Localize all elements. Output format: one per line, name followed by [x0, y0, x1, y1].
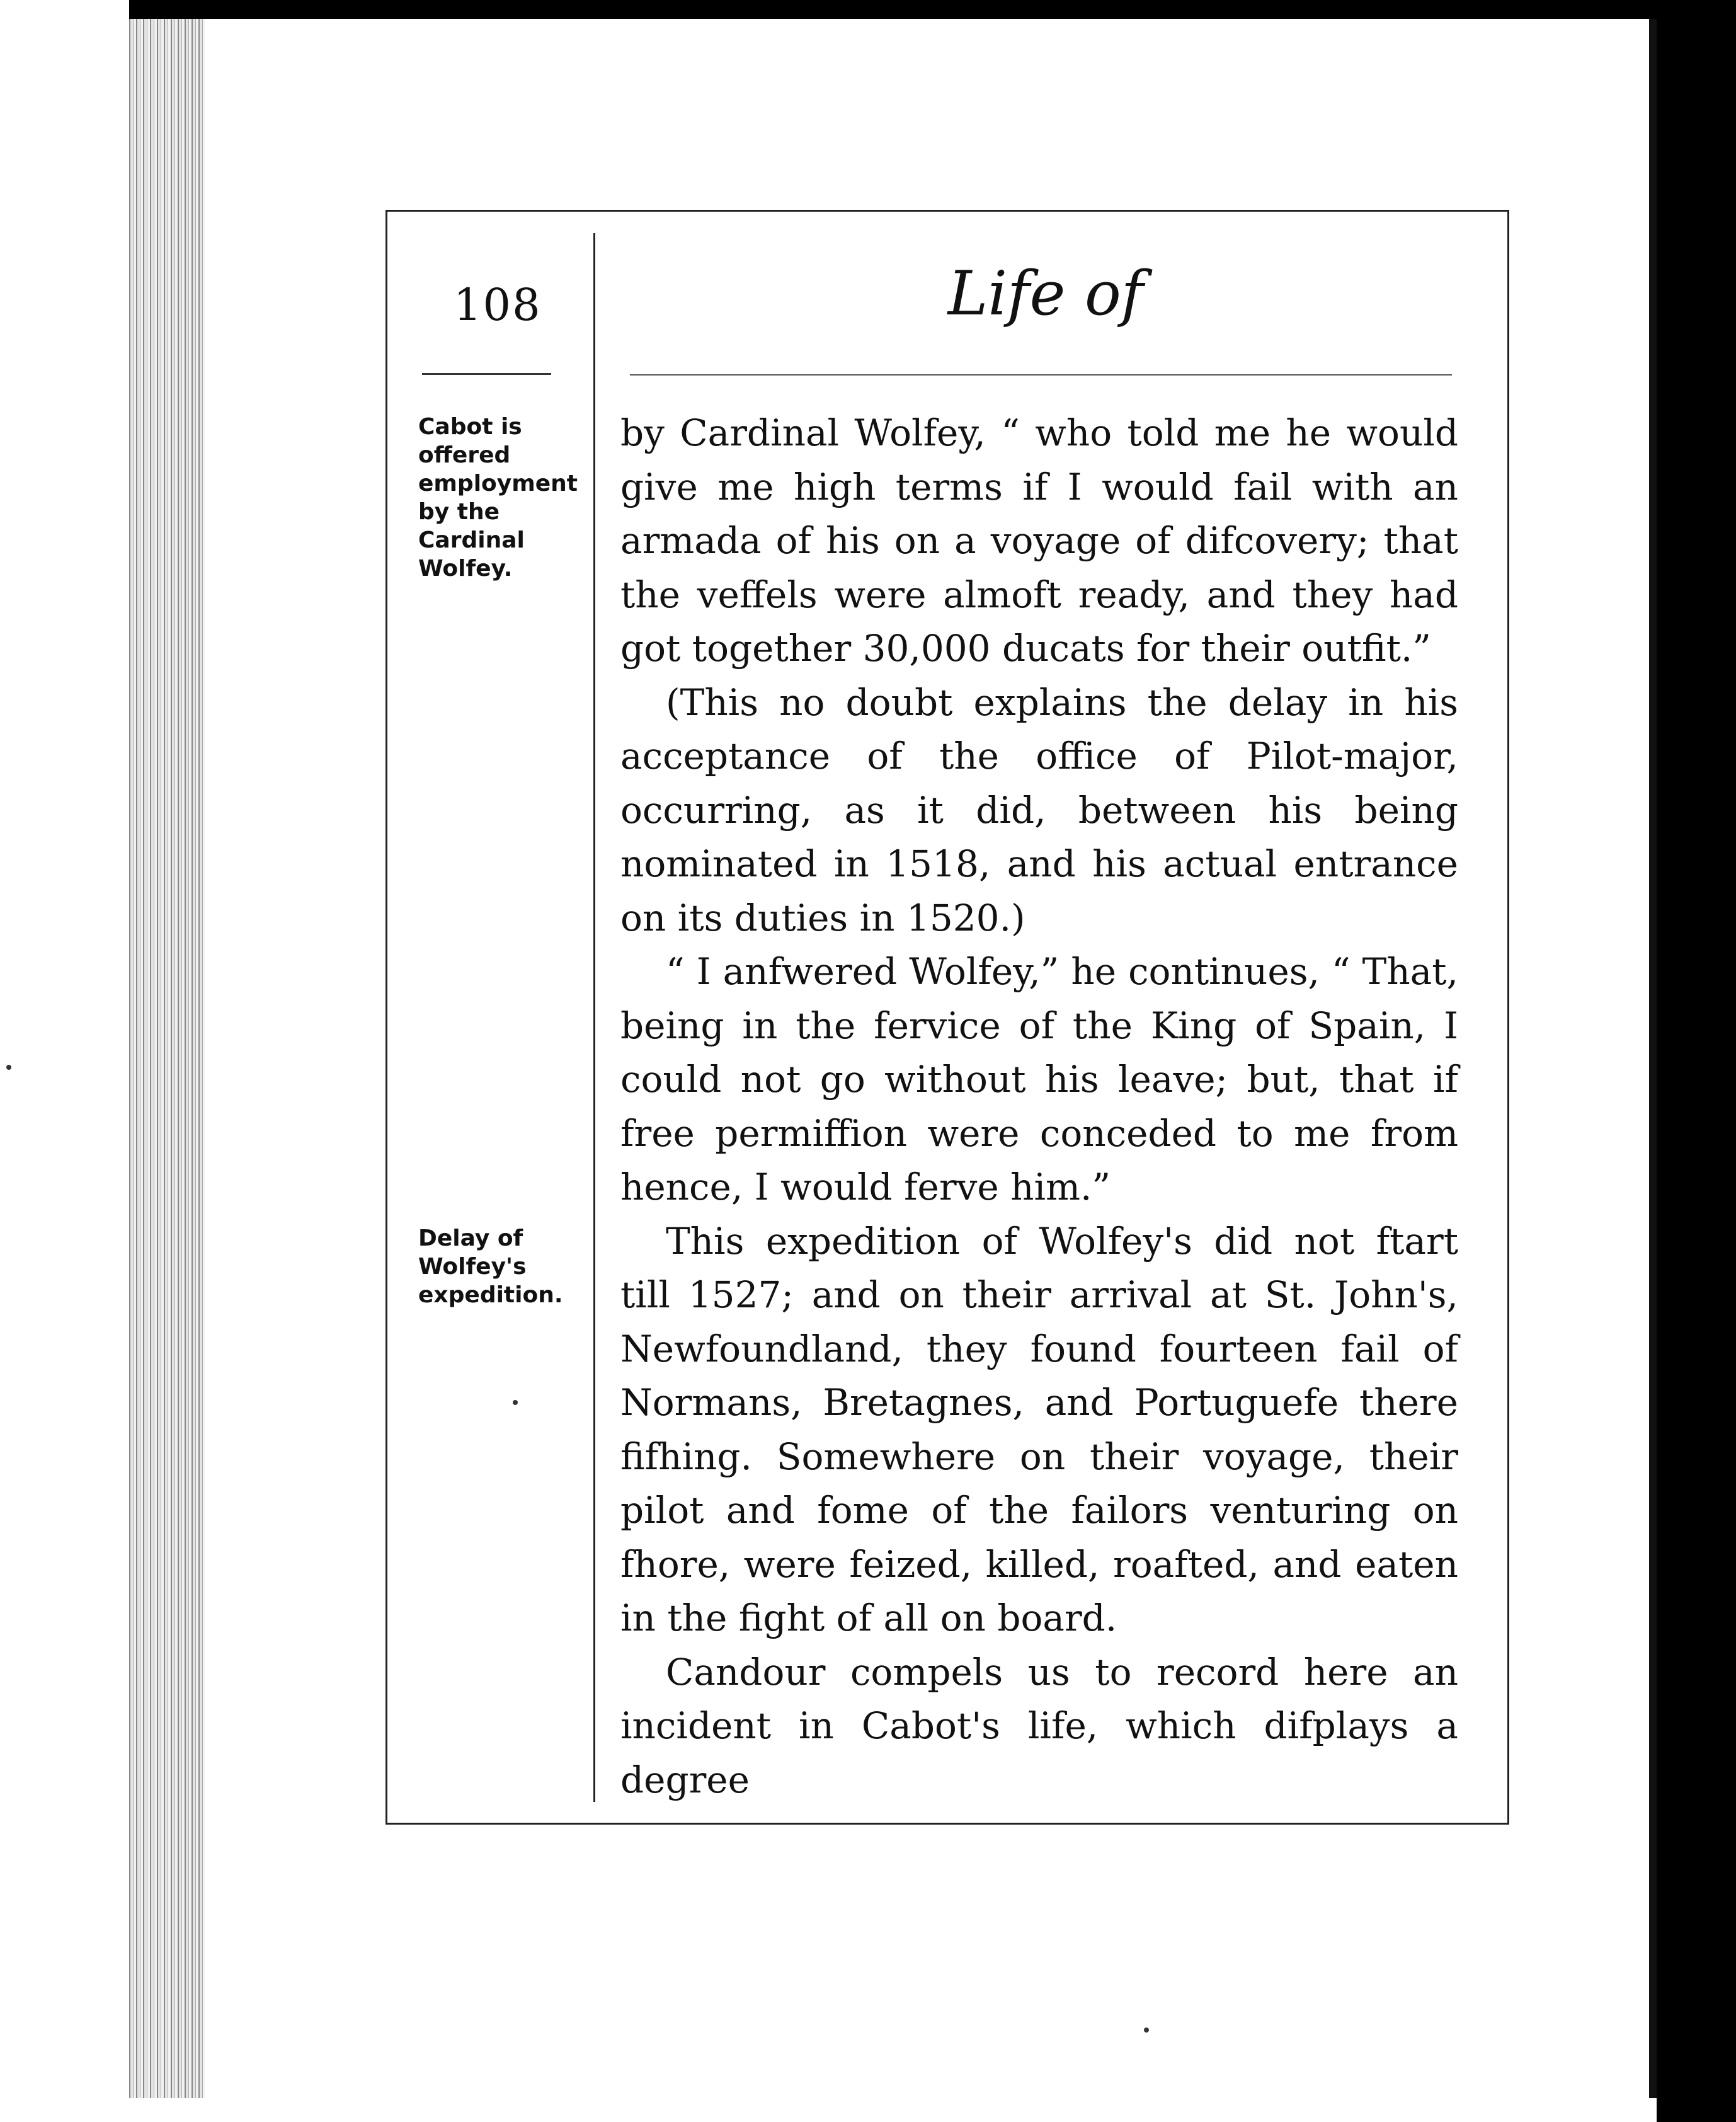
side-note: Cabot is offered employment by the Cardinal Wolfey.	[418, 414, 578, 582]
paragraph: “ I anfwered Wolfey,” he continues, “ That, being in the fervice of the King of Spain, I could not go without his leave; but, that if free permiffion were conceded to me from hence, I would ferve him.”	[620, 950, 1458, 1208]
side-note: Delay of Wolfey's expedition.	[418, 1225, 563, 1308]
scan-border-right	[1657, 0, 1736, 2122]
margin-header-rule	[422, 373, 551, 375]
paragraph: (This no doubt explains the delay in his acceptance of the office of Pilot-major, occurring, as it did, between his being nominated in 1518, and his actual entrance on its duties in 1520.)	[620, 680, 1458, 939]
page-number: 108	[454, 279, 542, 331]
facing-page-edge	[1649, 19, 1657, 2098]
ink-speck	[513, 1400, 518, 1405]
header-rule	[630, 374, 1452, 376]
paragraph: Candour compels us to record here an incident in Cabot's life, which difplays a degree	[620, 1650, 1458, 1801]
margin-rule	[593, 233, 595, 1802]
paragraph: This expedition of Wolfey's did not ftart till 1527; and on their arrival at St. John's, Newfoundland, they found fourteen fail of Normans, Bretagnes, and Portuguefe there fifhing. Somewhere on their voyage, their pilot and fome of the failors venturing on fhore, were feized, killed, roafted, and eaten in the fight of all on board.	[620, 1219, 1458, 1639]
ink-speck	[6, 1065, 11, 1070]
book-gutter	[0, 0, 129, 2122]
ink-speck	[1144, 2027, 1149, 2033]
running-head: Life of	[947, 258, 1144, 329]
paragraph: by Cardinal Wolfey, “ who told me he would give me high terms if I would fail with an armada of his on a voyage of difcovery; that the veffels were almoft ready, and they had got together 30,000 ducats for their outfit.”	[620, 411, 1458, 670]
body-text	[620, 406, 1458, 1807]
page-edges	[129, 19, 205, 2098]
scan-border-top	[0, 0, 1736, 19]
